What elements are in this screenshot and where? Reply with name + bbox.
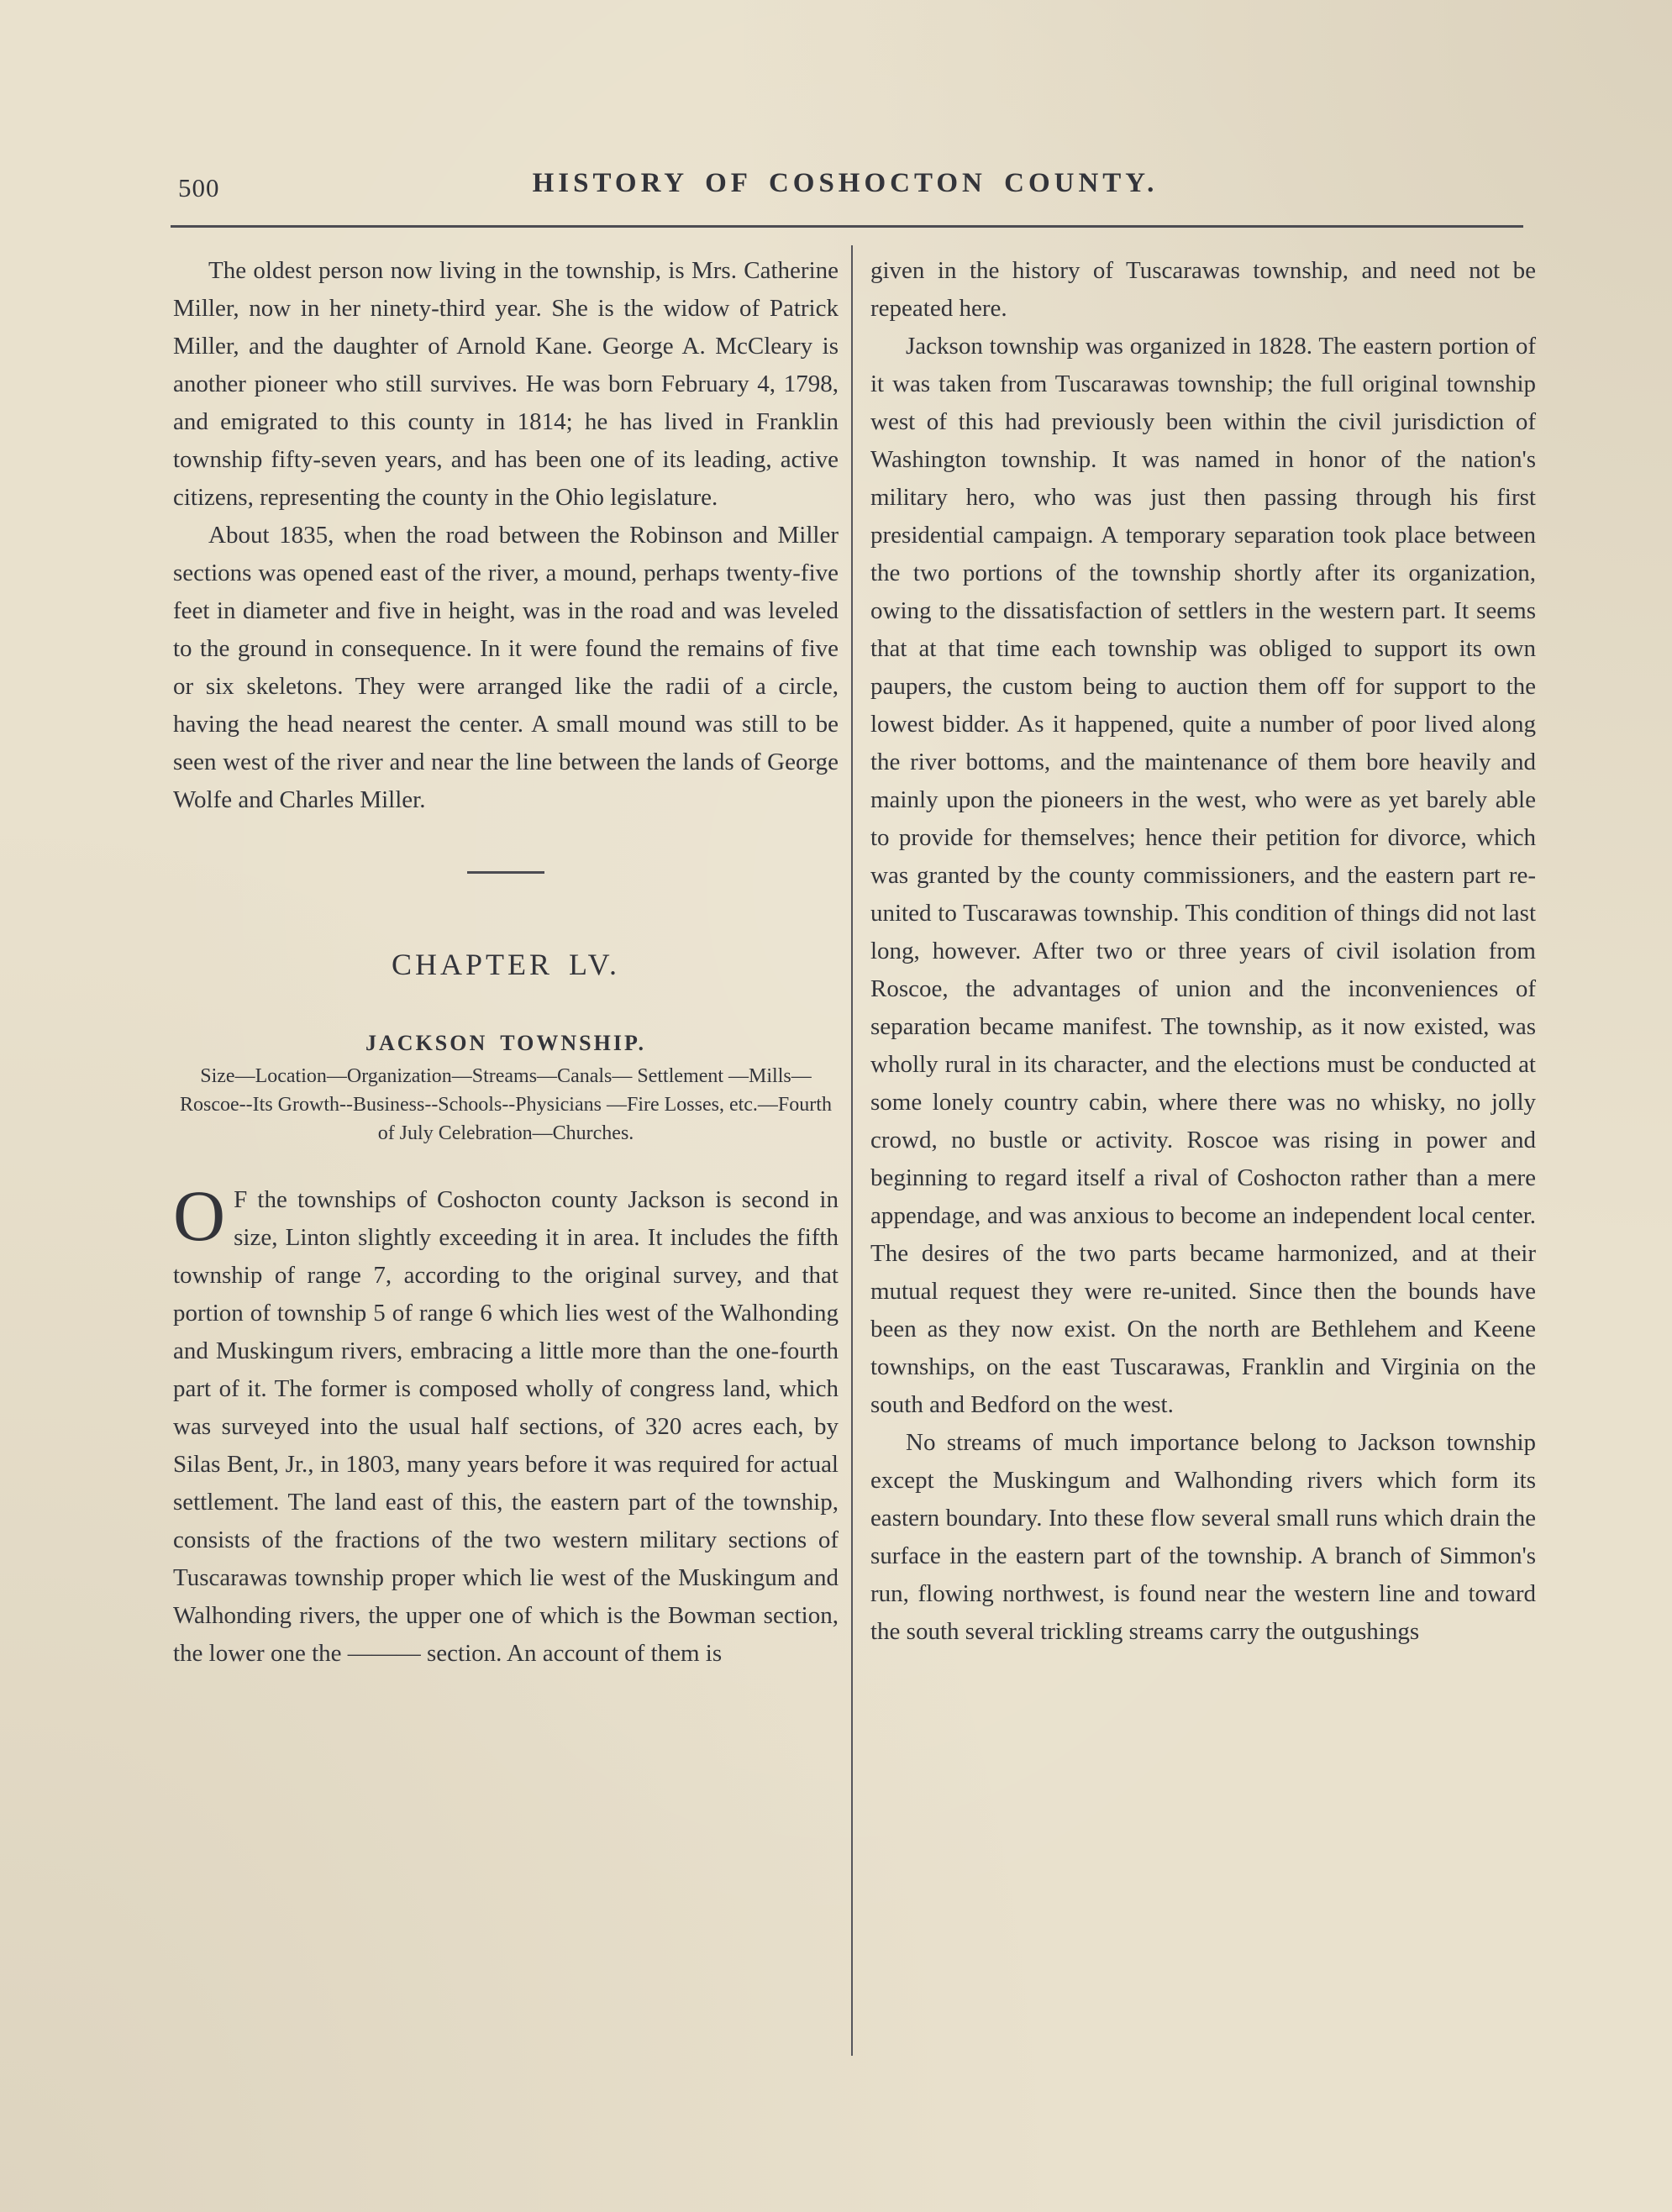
section-divider-rule — [467, 871, 544, 874]
paragraph: No streams of much importance belong to Jackson township except the Muskingum and Walhonding rivers which form its eastern boundary. Into these flow several small runs which drain the surface in the eastern part of the township. A branch of Simmon's run, flowing northwest, is found near the western line and toward the south several trickling streams carry the outgushings — [870, 1429, 1536, 1645]
column-divider-rule — [851, 245, 853, 2056]
chapter-title: CHAPTER LV. — [391, 948, 621, 981]
chapter-subtitle: JACKSON TOWNSHIP. — [365, 1031, 646, 1055]
opening-paragraph — [173, 1175, 839, 1673]
drop-cap-initial: O — [173, 1175, 226, 1256]
left-column — [173, 252, 839, 1673]
opening-paragraph-text: F the townships of Coshocton county Jackson is second in size, Linton slightly exceeding it in area. It includes the fifth township of range 7, according to the original survey, and that portion of township 5 of range 6 which lies west of the Walhonding and Muskingum rivers, embracing a little more than the one-fourth part of it. The former is composed wholly of congress land, which was surveyed into the usual half sections, of 320 acres each, by Silas Bent, Jr., in 1803, many years before it was required for actual settlement. The land east of this, the eastern part of the township, consists of the fractions of the two western military sections of Tuscarawas township proper which lie west of the Muskingum and Walhonding rivers, the upper one of which is the Bowman section, the lower one the ——— section. An account of them is — [173, 1186, 839, 1667]
paragraph: given in the history of Tuscarawas township, and need not be repeated here. — [870, 257, 1536, 322]
page-number: 500 — [178, 173, 220, 202]
paragraph: The oldest person now living in the township, is Mrs. Catherine Miller, now in her ninety-third year. She is the widow of Patrick Miller, and the daughter of Arnold Kane. George A. McCleary is another pioneer who still survives. He was born February 4, 1798, and emigrated to this county in 1814; he has lived in Franklin township fifty-seven years, and has been one of its leading, active citizens, representing the county in the Ohio legislature. — [173, 257, 839, 511]
chapter-summary: Size—Location—Organization—Streams—Canals— Settlement —Mills—Roscoe--Its Growth--Business--Schools--Physicians —Fire Losses, etc.—Fourth of July Celebration—Churches. — [180, 1065, 832, 1144]
right-column — [870, 252, 1536, 1651]
page-header-title: HISTORY OF COSHOCTON COUNTY. — [532, 168, 1159, 198]
header-rule — [171, 225, 1523, 228]
paragraph: Jackson township was organized in 1828. The eastern portion of it was taken from Tuscarawas township; the full original township west of this had previously been within the civil jurisdiction of Washington township. It was named in honor of the nation's military hero, who was just then passing through his first presidential campaign. A temporary separation took place between the two portions of the township shortly after its organization, owing to the dissatisfaction of settlers in the western part. It seems that at that time each township was obliged to support its own paupers, the custom being to auction them off for support to the lowest bidder. As it happened, quite a number of poor lived along the river bottoms, and the maintenance of them bore heavily and mainly upon the pioneers in the west, who were as yet barely able to provide for themselves; hence their petition for divorce, which was granted by the county commissioners, and the eastern part re-united to Tuscarawas township. This condition of things did not last long, however. After two or three years of civil isolation from Roscoe, the advantages of union and the inconveniences of separation became manifest. The township, as it now existed, was wholly rural in its character, and the elections must be conducted at some lonely country cabin, where there was no whisky, no jolly crowd, no bustle or activity. Roscoe was rising in power and beginning to regard itself a rival of Coshocton rather than a mere appendage, and was anxious to become an independent local center. The desires of the two parts became harmonized, and at their mutual request they were re-united. Since then the bounds have been as they now exist. On the north are Bethlehem and Keene townships, on the east Tuscarawas, Franklin and Virginia on the south and Bedford on the west. — [870, 333, 1536, 1418]
paragraph: About 1835, when the road between the Robinson and Miller sections was opened east of the river, a mound, perhaps twenty-five feet in diameter and five in height, was in the road and was leveled to the ground in consequence. In it were found the remains of five or six skeletons. They were arranged like the radii of a circle, having the head nearest the center. A small mound was still to be seen west of the river and near the line between the lands of George Wolfe and Charles Miller. — [173, 522, 839, 813]
